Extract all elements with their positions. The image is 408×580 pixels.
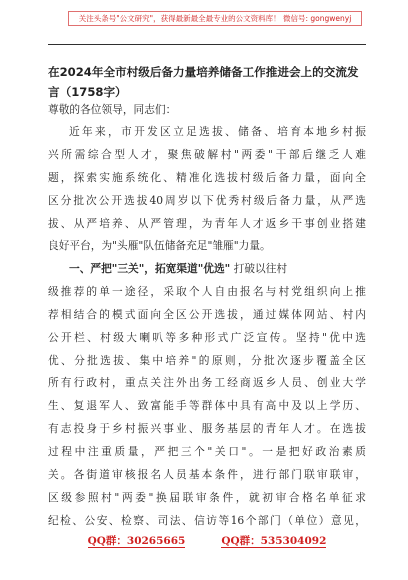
text-line: 区级参照村"两委"换届联审条件，就初审合格名单征求 bbox=[48, 490, 366, 504]
text-line: 关。各街道审核报名人员基本条件，进行部门联审联审， bbox=[48, 468, 366, 482]
qq-group-2: QQ群：535304092 bbox=[221, 535, 327, 547]
text-line: 打破以往村 bbox=[233, 262, 288, 275]
text-line: 良好平台，为"头雁"队伍储备充足"雏雁"力量。 bbox=[48, 239, 271, 253]
text-line: 生、复退军人、致富能手等群体中具有高中及以上学历、 bbox=[48, 399, 366, 413]
text-line: 优、分批选拔、集中培养"的原则，分批次逐步覆盖全区 bbox=[48, 353, 366, 367]
section-heading-line bbox=[48, 258, 366, 281]
document-title: 在2024年全市村级后备力量培养储备工作推进会上的交流发言（1758字） bbox=[48, 65, 359, 99]
paragraph-section-one bbox=[48, 258, 366, 533]
promo-banner-text: 关注头条号"公文研究"，获得最新最全最专业的公文资料库！ 微信号: gongwenyj bbox=[78, 14, 352, 23]
footer-qq-groups bbox=[48, 535, 366, 548]
promo-banner bbox=[68, 11, 362, 26]
text-line: 拔、从严培养、从严管理，为青年人才返乡干事创业搭建 bbox=[48, 216, 366, 230]
text-line: 级推荐的单一途径，采取个人自由报名与村党组织向上推 bbox=[48, 284, 366, 298]
text-line: 有志投身于乡村振兴事业、服务基层的青年人才。在选拔 bbox=[48, 422, 366, 436]
text-line: 题，探索实施系统化、精准化选拔村级后备力量，面向全 bbox=[48, 170, 366, 184]
text-line: 近年来，市开发区立足选拔、储备、培育本地乡村振 bbox=[69, 125, 366, 138]
salutation: 尊敬的各位领导，同志们： bbox=[48, 103, 177, 116]
text-line: 区分批次公开选拔40周岁以下优秀村级后备力量，从严选 bbox=[48, 193, 366, 207]
text-line: 所有行政村，重点关注外出务工经商返乡人员、创业大学 bbox=[48, 376, 366, 390]
text-line: 荐相结合的模式面向全区公开选拔，通过媒体网站、村内 bbox=[48, 307, 366, 321]
qq-group-1: QQ群：30265665 bbox=[87, 535, 186, 547]
section-heading: 一、严把"三关"，拓宽渠道"优选" bbox=[69, 262, 231, 275]
text-line: 兴所需综合型人才，聚焦破解村"两委"干部后继乏人难 bbox=[48, 147, 366, 161]
text-line: 公开栏、村级大喇叭等多种形式广泛宣传。坚持"优中选 bbox=[48, 330, 366, 344]
header-divider bbox=[48, 44, 366, 45]
paragraph-intro bbox=[48, 121, 366, 258]
text-line: 纪检、公安、检察、司法、信访等16个部门（单位）意见， bbox=[48, 513, 366, 527]
text-line: 过程中注重质量，严把三个"关口"。一是把好政治素质 bbox=[48, 445, 366, 459]
